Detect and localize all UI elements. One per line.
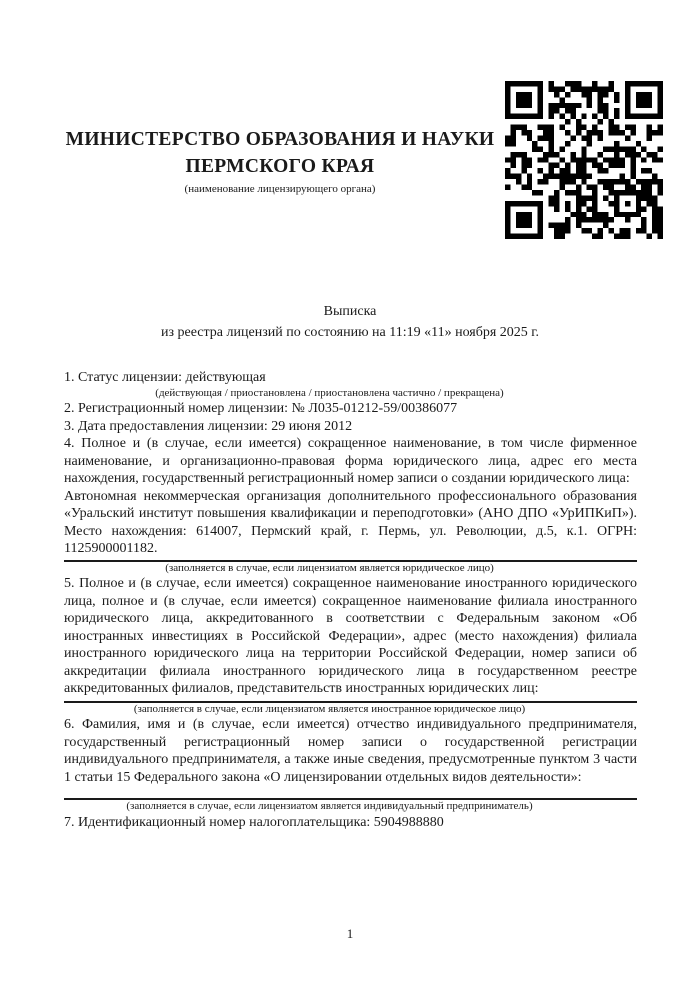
- item-1-license-status: 1. Статус лицензии: действующая: [64, 370, 266, 385]
- document-body: [64, 369, 637, 831]
- item-1-status-options-caption: (действующая / приостановлена / приостановлена частично / прекращена): [155, 386, 504, 399]
- item-5-foreign-entity-label: 5. Полное и (в случае, если имеется) сокращенное наименование иностранного юридического лица, полное и (в случае, если имеется) сокращенное наименование филиала иностранного юридического лица, аккредитованного в соответствии с Федеральным законом «Об иностранных инвестициях в Российской Федерации», адрес (место нахождения) филиала иностранного юридического лица на территории Российской Федерации, номер записи об аккредитации филиала иностранного юридического лица в государственном реестре аккредитованных филиалов, представительств иностранных юридических лиц:: [64, 576, 637, 696]
- ministry-name-line1: МИНИСТЕРСТВО ОБРАЗОВАНИЯ И НАУКИ: [65, 129, 495, 150]
- page-number: 1: [346, 926, 354, 941]
- item-2-registration-number: 2. Регистрационный номер лицензии: № Л035-01212-59/00386077: [64, 401, 458, 416]
- ministry-name-line2: ПЕРМСКОГО КРАЯ: [185, 156, 375, 177]
- item-4-legal-entity-label: 4. Полное и (в случае, если имеется) сокращенное наименование, в том числе фирменное наименование, и организационно-правовая форма юридического лица, адрес его места нахождения, государственный регистрационный номер записи о создании юридического лица:: [64, 436, 637, 486]
- item-3-grant-date: 3. Дата предоставления лицензии: 29 июня 2012: [64, 418, 353, 434]
- item-4-fill-caption: (заполняется в случае, если лицензиатом является юридическое лицо): [165, 561, 494, 574]
- item-5-fill-caption: (заполняется в случае, если лицензиатом является иностранное юридическое лицо): [133, 702, 526, 715]
- item-4-legal-entity-value: Автономная некоммерческая организация дополнительного профессионального образования «Уральский институт повышения квалификации и переподготовки» (АНО ДПО «УрИПКиП»). Место нахождения: 614007, Пермский край, г. Пермь, ул. Революции, д.5, к.1. ОГРН: 1125900001182.: [64, 488, 637, 556]
- licensing-authority-header: [40, 126, 520, 196]
- ministry-caption: (наименование лицензирующего органа): [184, 183, 376, 195]
- title-line2: из реестра лицензий по состоянию на 11:19 «11» ноября 2025 г.: [161, 325, 539, 340]
- qr-code-icon: [505, 81, 663, 239]
- item-6-fill-caption: (заполняется в случае, если лицензиатом является индивидуальный предприниматель): [126, 800, 533, 812]
- item-6-entrepreneur-label: 6. Фамилия, имя и (в случае, если имеется) отчество индивидуального предпринимателя, государственный регистрационный номер записи о государственной регистрации индивидуального предпринимателя, а также иные сведения, предусмотренные пунктом 3 части 1 статьи 15 Федерального закона «О лицензировании отдельных видов деятельности»:: [64, 717, 637, 785]
- document-title: [0, 301, 700, 343]
- item-7-taxpayer-number: 7. Идентификационный номер налогоплательщика: 5904988880: [64, 814, 444, 830]
- title-line1: Выписка: [323, 304, 377, 319]
